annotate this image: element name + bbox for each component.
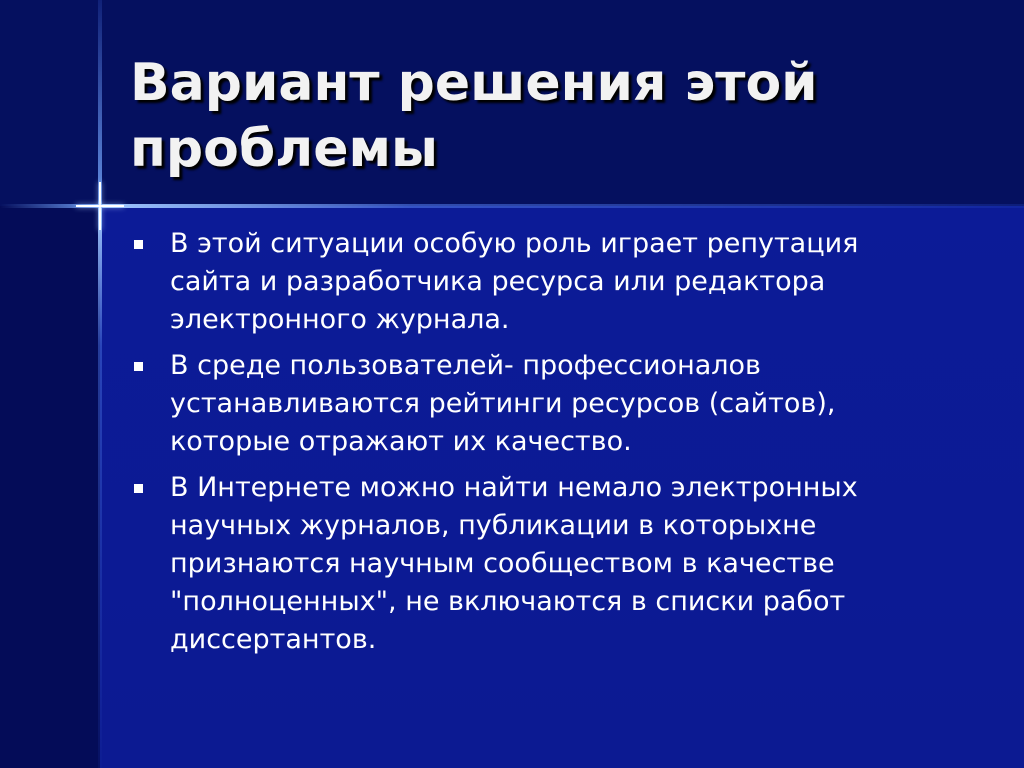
bullet-text: В среде пользователей- профессионалов устанавливаются рейтинги ресурсов (сайтов), которые отражают их качество. <box>170 350 836 457</box>
bullet-list <box>128 225 948 667</box>
horizontal-glow-line <box>0 204 1024 208</box>
sparkle-icon <box>76 182 124 230</box>
slide-left-band <box>0 206 100 768</box>
slide-title: Вариант решения этой проблемы <box>130 53 818 179</box>
vertical-glow-line <box>98 0 102 768</box>
square-bullet-icon <box>134 484 143 493</box>
bullet-text: В Интернете можно найти немало электронных научных журналов, публикации в которыхне признаются научным сообществом в качестве "полноценных", не включаются в списки работ диссертантов. <box>170 472 858 655</box>
square-bullet-icon <box>134 240 143 249</box>
bullet-item <box>128 469 948 659</box>
bullet-item <box>128 347 948 461</box>
bullet-item <box>128 225 948 339</box>
bullet-text: В этой ситуации особую роль играет репутация сайта и разработчика ресурса или редактора электронного журнала. <box>170 228 859 335</box>
square-bullet-icon <box>134 362 143 371</box>
